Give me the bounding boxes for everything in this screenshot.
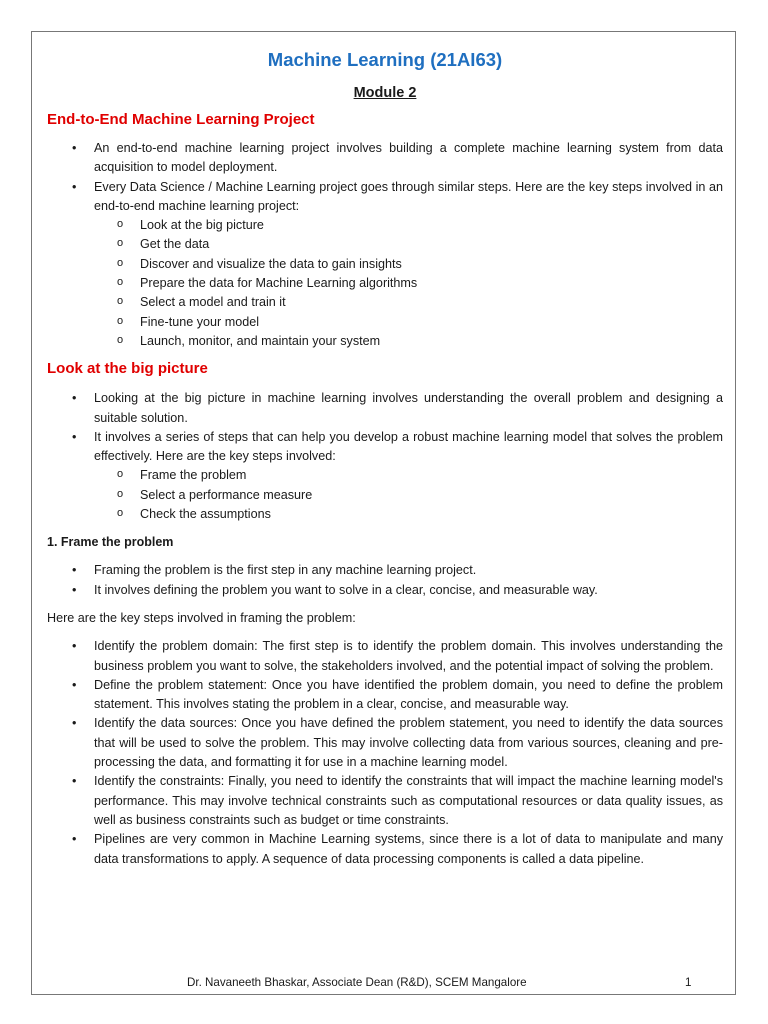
end-to-end-bullets [47,139,723,216]
footer-author: Dr. Navaneeth Bhaskar, Associate Dean (R&D), SCEM Mangalore [187,976,527,989]
bullet-item: • It involves defining the problem you want to solve in a clear, concise, and measurable way. [47,581,723,600]
bullet-item: • Looking at the big picture in machine learning involves understanding the overall problem and designing a suitable solution. [47,389,723,428]
step-item: o Check the assumptions [94,505,723,524]
page-content [47,48,723,869]
big-picture-steps [94,466,723,524]
bullet-item: • Identify the problem domain: The first step is to identify the problem domain. This involves understanding the business problem you want to solve, the stakeholders involved, and the potential impact of solving the problem. [47,637,723,676]
page-frame [31,31,736,995]
document-title: Machine Learning (21AI63) [267,49,503,70]
frame-problem-bullets [47,561,723,600]
step-item: o Select a model and train it [94,293,723,312]
step-item: o Discover and visualize the data to gain insights [94,255,723,274]
section-heading-end-to-end: End-to-End Machine Learning Project [47,111,315,128]
end-to-end-steps [94,216,723,351]
key-steps-list [47,637,723,869]
big-picture-bullets [47,389,723,466]
bullet-item: • Define the problem statement: Once you have identified the problem domain, you need to define the problem statement. This involves stating the problem in a clear, concise, and measurable way. [47,676,723,715]
step-item: o Frame the problem [94,466,723,485]
bullet-item: • Identify the constraints: Finally, you need to identify the constraints that will impact the machine learning model's performance. This may involve technical constraints such as computational resources or data quality issues, as well as business constraints such as budget or time constraints. [47,772,723,830]
module-label: Module 2 [353,85,417,101]
step-item: o Look at the big picture [94,216,723,235]
step-item: o Prepare the data for Machine Learning algorithms [94,274,723,293]
bullet-item: • An end-to-end machine learning project involves building a complete machine learning system from data acquisition to model deployment. [47,139,723,178]
step-item: o Launch, monitor, and maintain your system [94,332,723,351]
section-heading-big-picture: Look at the big picture [47,360,208,378]
bullet-item: • Framing the problem is the first step in any machine learning project. [47,561,723,580]
page-number: 1 [685,976,692,989]
step-item: o Get the data [94,235,723,254]
bullet-item: • It involves a series of steps that can help you develop a robust machine learning model that solves the problem effectively. Here are the key steps involved: [47,428,723,467]
bullet-item: • Pipelines are very common in Machine Learning systems, since there is a lot of data to manipulate and many data transformations to apply. A sequence of data processing components is called a data pipeline. [47,830,723,869]
bullet-item: • Identify the data sources: Once you have defined the problem statement, you need to identify the data sources that will be used to solve the problem. This may involve collecting data from various sources, cleaning and pre-processing the data, and formatting it for use in a machine learning model. [47,714,723,772]
frame-problem-heading: 1. Frame the problem [47,535,174,550]
key-steps-intro: Here are the key steps involved in framing the problem: [47,610,356,625]
step-item: o Select a performance measure [94,486,723,505]
bullet-item: • Every Data Science / Machine Learning project goes through similar steps. Here are the key steps involved in an end-to-end machine learning project: [47,178,723,217]
step-item: o Fine-tune your model [94,313,723,332]
